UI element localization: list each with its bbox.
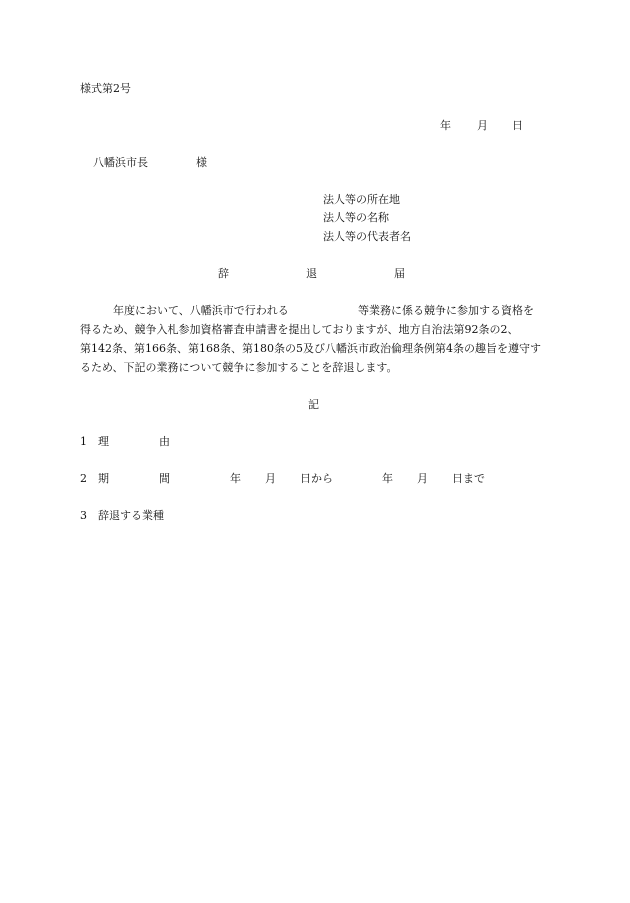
addressee-honorific: 様: [196, 156, 207, 169]
date-month: 月: [477, 119, 488, 132]
form-number: 様式第2号: [80, 82, 131, 95]
period-start-year: 年: [230, 472, 241, 485]
period-start-month: 月: [265, 472, 276, 485]
date-year: 年: [440, 119, 451, 132]
addressee-title: 八幡浜市長: [93, 156, 148, 169]
ki-heading: 記: [308, 398, 319, 411]
item-industry-label: 辞退する業種: [98, 509, 164, 522]
period-start-day: 日から: [300, 472, 333, 485]
item-period-number: 2: [80, 472, 87, 485]
period-end-year: 年: [382, 472, 393, 485]
title-char-2: 退: [306, 267, 317, 280]
item-period-label-b: 間: [159, 472, 170, 485]
title-char-3: 届: [394, 267, 405, 280]
item-reason-number: 1: [80, 435, 87, 448]
period-end-day: 日まで: [452, 472, 485, 485]
body-line-1a: 年度において、八幡浜市で行われる: [113, 304, 289, 317]
applicant-representative-label: 法人等の代表者名: [323, 230, 411, 243]
item-reason-label-a: 理: [98, 435, 109, 448]
body-line-4: るため、下記の業務について競争に参加することを辞退します。: [80, 361, 398, 374]
applicant-address-label: 法人等の所在地: [323, 193, 400, 206]
body-line-3: 第142条、第166条、第168条、第180条の5及び八幡浜市政治倫理条例第4条の趣旨を遵守す: [80, 342, 541, 355]
item-industry-number: 3: [80, 509, 87, 522]
applicant-name-label: 法人等の名称: [323, 211, 389, 224]
title-char-1: 辞: [218, 267, 229, 280]
period-end-month: 月: [417, 472, 428, 485]
item-period-label-a: 期: [98, 472, 109, 485]
body-line-2: 得るため、競争入札参加資格審査申請書を提出しておりますが、地方自治法第92条の2、: [80, 323, 519, 336]
item-reason-label-b: 由: [159, 435, 170, 448]
body-line-1b: 等業務に係る競争に参加する資格を: [358, 304, 534, 317]
date-day: 日: [512, 119, 523, 132]
